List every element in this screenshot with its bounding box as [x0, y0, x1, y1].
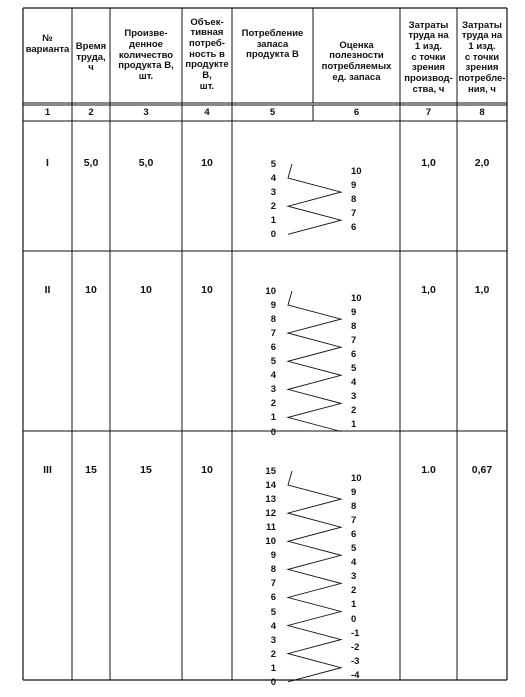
utility-value: 5	[351, 543, 357, 555]
utility-value: 0	[351, 613, 357, 625]
consumption-value: 2	[270, 201, 276, 213]
header-text: 1 изд.	[468, 40, 496, 52]
header-text: труда на	[408, 30, 449, 42]
consumption-utility-zigzag	[288, 471, 341, 682]
consumption-labor-cost: 2,0	[474, 157, 490, 169]
utility-value: 3	[351, 391, 357, 403]
header-text: зрения	[465, 62, 499, 74]
utility-value: 7	[351, 335, 357, 347]
utility-value: 10	[351, 473, 362, 484]
consumption-utility-zigzag	[288, 291, 341, 432]
utility-value: 1	[351, 599, 357, 611]
header-text: потребляемых	[321, 61, 392, 72]
utility-value: 7	[351, 208, 357, 220]
header-text: ч	[88, 62, 94, 74]
consumption-value: 1	[270, 215, 276, 227]
consumption-value: 5	[270, 356, 276, 368]
consumption-value: 2	[270, 648, 276, 660]
header-text: производ-	[404, 73, 453, 85]
header-text: ства, ч	[412, 83, 445, 95]
consumption-value: 3	[270, 187, 276, 199]
header-text: шт.	[138, 71, 154, 83]
consumption-value: 3	[270, 384, 276, 396]
consumption-value: 6	[270, 592, 276, 604]
header-text: тивная	[190, 27, 224, 39]
header-text: Время	[75, 40, 107, 52]
variant-number: II	[44, 284, 51, 296]
utility-value: 8	[351, 501, 357, 513]
consumption-value: 4	[270, 370, 276, 382]
consumption-value: 8	[270, 564, 276, 576]
consumption-value: 11	[265, 522, 276, 534]
utility-value: 2	[351, 405, 357, 417]
consumption-value: 14	[265, 480, 276, 492]
objective-need: 10	[201, 284, 213, 296]
variant-number: I	[46, 157, 49, 169]
column-number: 3	[143, 107, 149, 118]
header-text: количество	[118, 49, 174, 61]
column-number: 4	[204, 107, 210, 118]
column-number: 2	[88, 107, 94, 118]
column-number: 1	[44, 107, 51, 118]
header-text: потребле-	[458, 73, 506, 85]
utility-value: 1	[351, 419, 357, 431]
consumption-value: 1	[270, 662, 276, 674]
header-text: труда,	[76, 51, 106, 63]
header-text: запаса	[256, 38, 289, 50]
header-text: ность в	[189, 48, 225, 60]
consumption-labor-cost: 0,67	[471, 464, 493, 476]
utility-value: 8	[351, 321, 357, 333]
header-text: с точки	[464, 51, 500, 63]
consumption-value: 5	[270, 606, 276, 618]
labor-time: 10	[85, 284, 97, 296]
consumption-value: 6	[270, 342, 276, 354]
consumption-value: 9	[270, 300, 276, 312]
consumption-value: 12	[265, 508, 276, 520]
utility-value: -4	[351, 669, 360, 681]
labor-time: 15	[85, 464, 97, 476]
column-number: 8	[479, 107, 485, 118]
header-text: труда на	[461, 30, 503, 42]
consumption-labor-cost: 1,0	[474, 284, 490, 296]
header-text: Потребление	[241, 27, 304, 39]
production-labor-cost: 1.0	[421, 464, 436, 476]
utility-value: 3	[351, 571, 357, 583]
consumption-value: 0	[270, 426, 276, 438]
utility-value: 5	[351, 363, 357, 375]
production-labor-cost: 1,0	[421, 157, 436, 169]
objective-need: 10	[201, 464, 213, 476]
header-text: Объек-	[190, 16, 224, 28]
utility-value: 6	[351, 529, 357, 541]
header-text: ния, ч	[468, 83, 496, 95]
header-text: Затраты	[408, 19, 449, 31]
utility-value: -2	[351, 641, 360, 653]
utility-value: -1	[351, 627, 360, 639]
consumption-value: 15	[265, 466, 276, 477]
consumption-value: 10	[265, 536, 276, 548]
header-text: полезности	[329, 50, 384, 62]
utility-value: 8	[351, 194, 357, 206]
header-text: продукте	[185, 59, 229, 71]
header-text: №	[42, 33, 53, 45]
header-text: с точки	[411, 51, 446, 63]
consumption-value: 5	[270, 159, 276, 170]
header-text: варианта	[25, 44, 70, 55]
column-number: 5	[269, 107, 276, 118]
utility-value: 10	[351, 166, 362, 177]
header-text: шт.	[199, 80, 215, 92]
utility-value: 7	[351, 515, 357, 527]
consumption-value: 1	[270, 412, 276, 424]
consumption-value: 4	[270, 173, 276, 185]
consumption-value: 7	[270, 578, 276, 590]
production-labor-cost: 1,0	[421, 284, 436, 296]
header-text: продукта B	[246, 49, 299, 61]
labor-time: 5,0	[83, 157, 99, 169]
header-text: ед. запаса	[332, 71, 381, 83]
consumption-value: 0	[270, 229, 276, 241]
header-text: потреб-	[189, 37, 225, 49]
utility-value: 9	[351, 307, 357, 319]
column-number: 7	[425, 107, 432, 118]
consumption-value: 8	[270, 314, 276, 326]
consumption-value: 7	[270, 328, 276, 340]
objective-need: 10	[201, 157, 213, 169]
utility-value: 9	[351, 487, 357, 499]
header-text: зрения	[412, 62, 445, 74]
column-number: 6	[353, 107, 360, 118]
consumption-utility-zigzag	[288, 164, 341, 234]
utility-value: 6	[351, 222, 357, 234]
header-text: Затраты	[462, 19, 502, 31]
header-text: денное	[129, 38, 163, 50]
utility-value: 4	[351, 557, 357, 569]
header-text: 1 изд.	[414, 40, 443, 52]
consumption-value: 9	[270, 550, 276, 562]
produced-quantity: 15	[140, 464, 152, 476]
consumption-value: 13	[265, 494, 276, 506]
header-text: Произве-	[124, 28, 168, 40]
consumption-value: 2	[270, 398, 276, 410]
header-text: Оценка	[339, 39, 374, 51]
consumption-value: 4	[270, 620, 276, 632]
variant-number: III	[43, 464, 52, 476]
header-text: продукта B,	[118, 60, 174, 72]
utility-value: 4	[351, 377, 357, 389]
utility-value: 9	[351, 180, 357, 192]
consumption-value: 10	[265, 286, 276, 297]
produced-quantity: 5,0	[138, 157, 154, 169]
consumption-value: 3	[270, 634, 276, 646]
utility-value: -3	[351, 655, 360, 667]
produced-quantity: 10	[140, 284, 152, 296]
utility-value: 2	[351, 585, 357, 597]
consumption-value: 0	[270, 676, 276, 688]
header-text: B,	[202, 70, 212, 82]
utility-value: 10	[351, 293, 362, 304]
utility-value: 6	[351, 349, 357, 361]
